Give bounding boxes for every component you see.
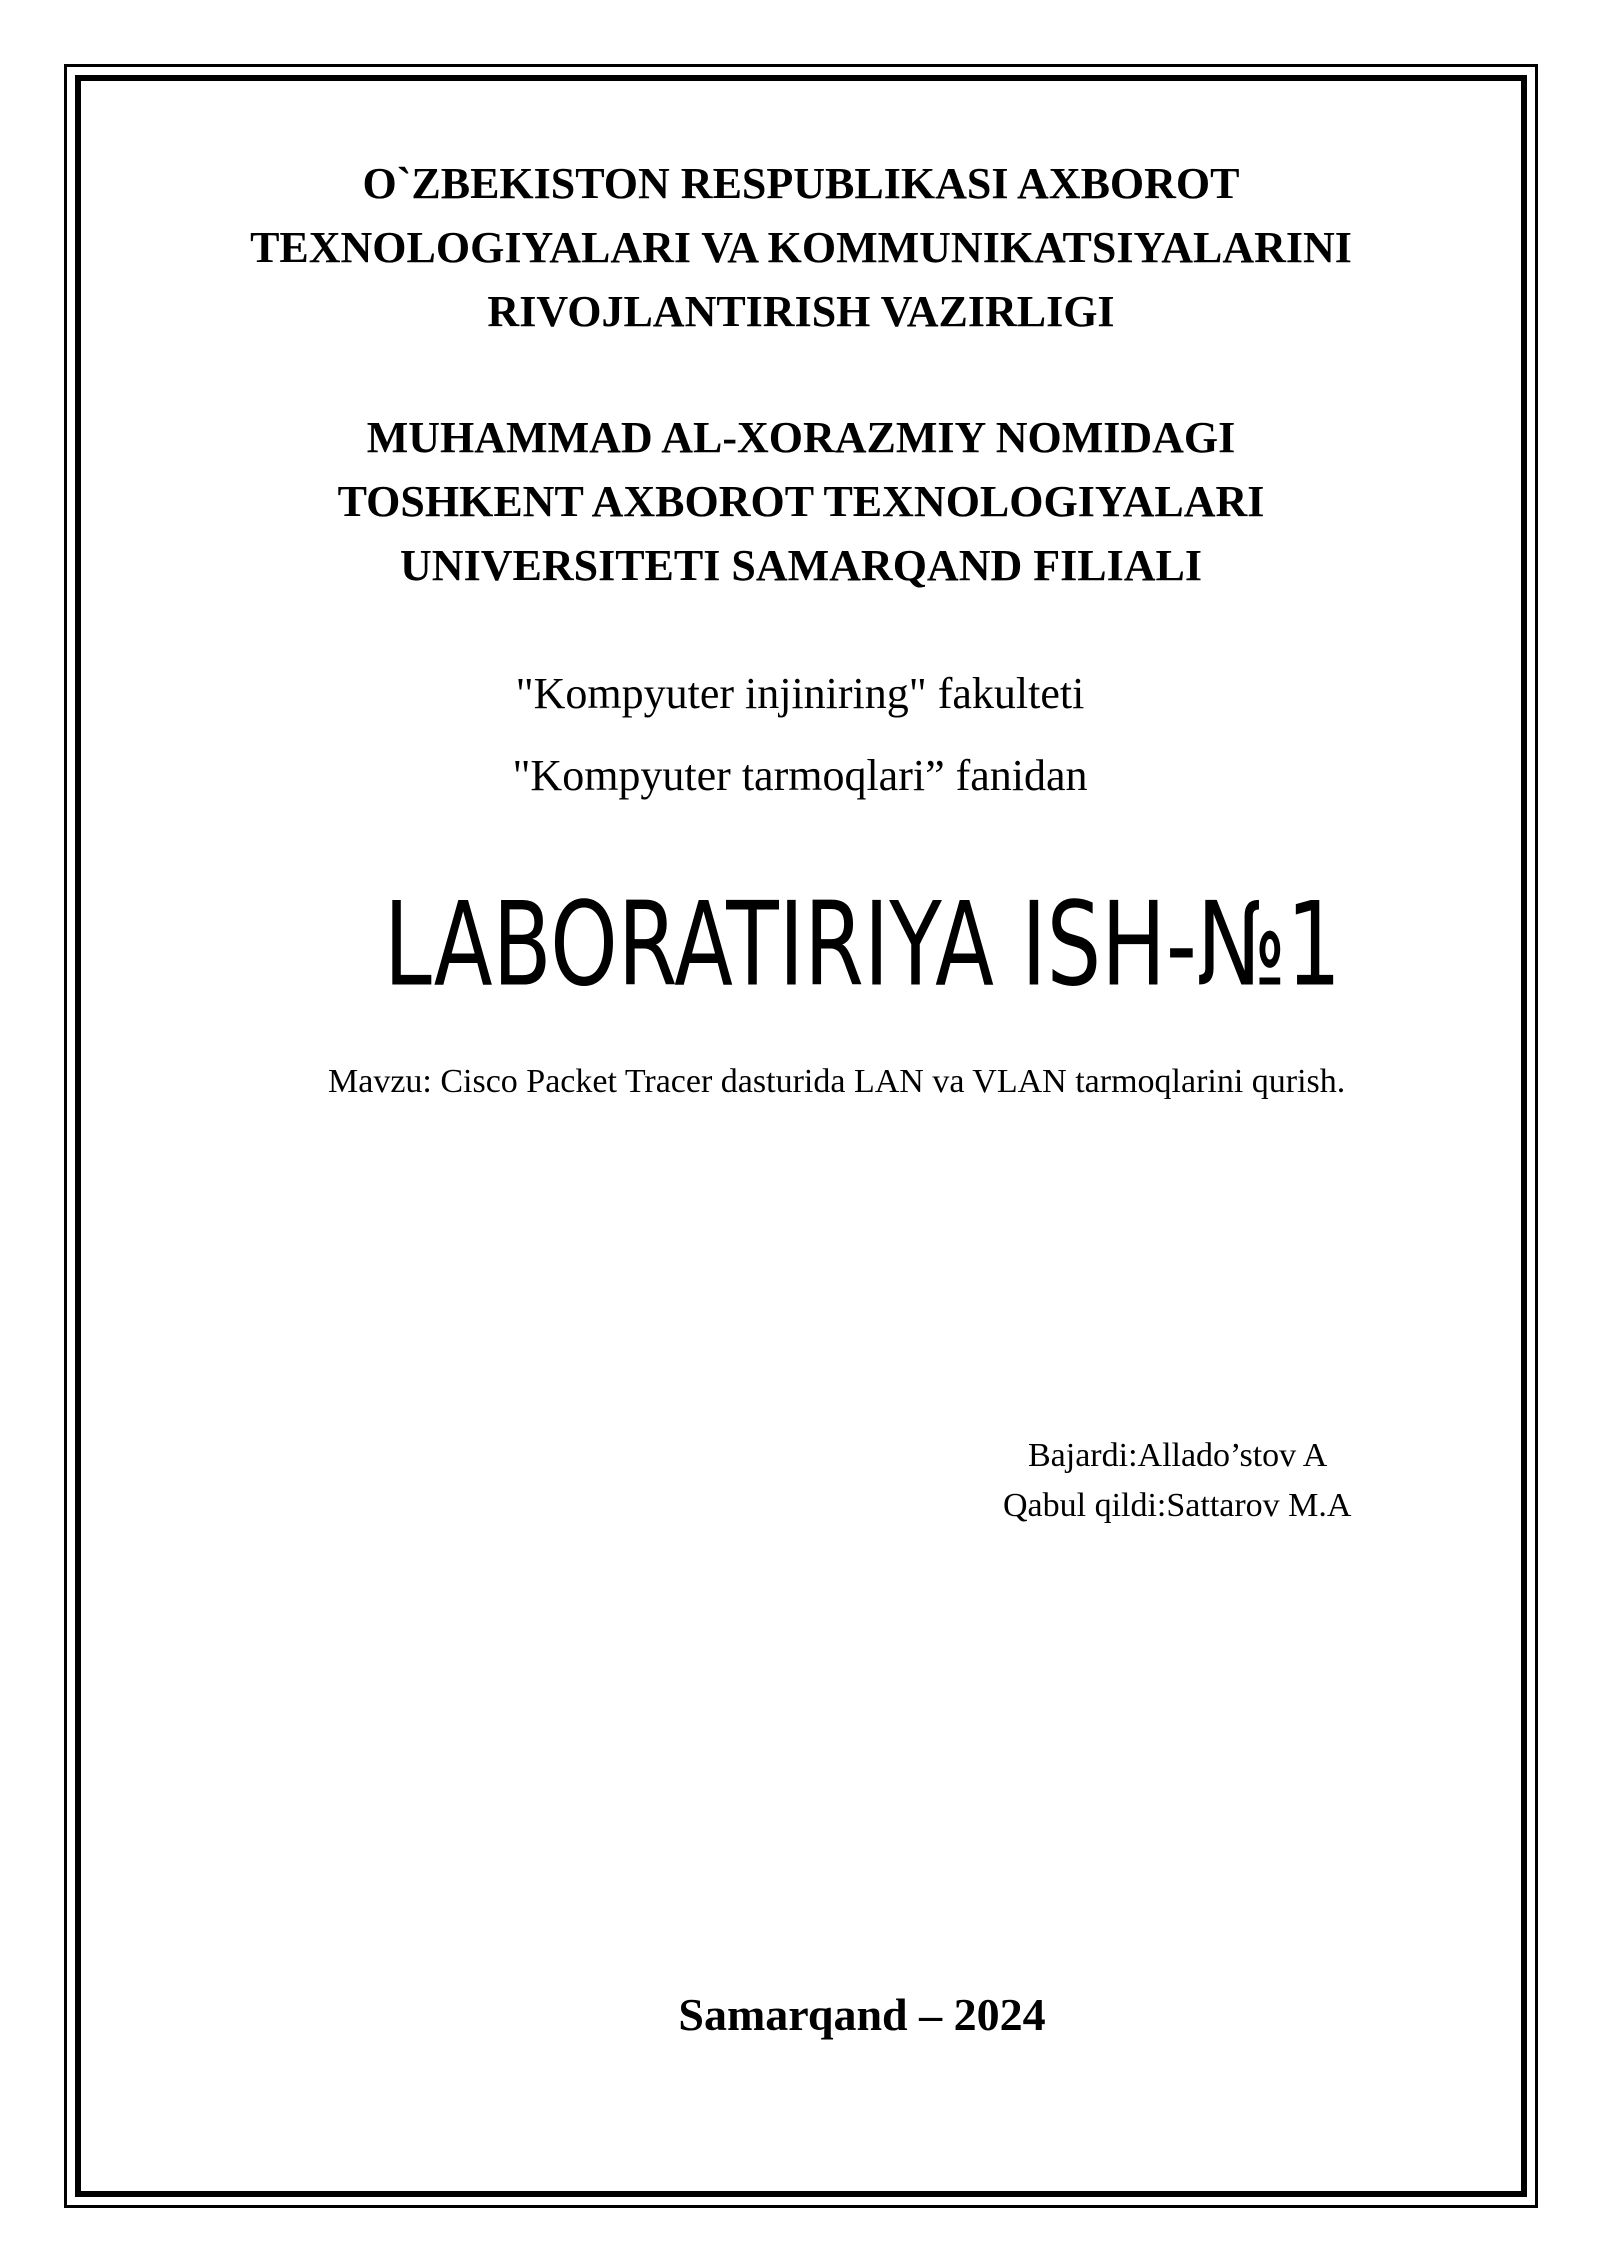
university-line: MUHAMMAD AL-XORAZMIY NOMIDAGI xyxy=(366,413,1236,462)
subject-name: "Kompyuter tarmoqlari” fanidan xyxy=(512,751,1088,800)
topic-line: Mavzu: Cisco Packet Tracer dasturida LAN va VLAN tarmoqlarini qurish. xyxy=(328,1063,1346,1100)
executor-text: Bajardi:Allado’stov A xyxy=(1028,1437,1328,1474)
university-line: TOSHKENT AXBOROT TEXNOLOGIYALARI xyxy=(337,477,1265,526)
document-title xyxy=(0,876,1600,1013)
ministry-heading xyxy=(75,152,1527,344)
city-year-footer: Samarqand – 2024 xyxy=(678,1989,1046,2040)
ministry-line: O`ZBEKISTON RESPUBLIKASI AXBOROT xyxy=(362,159,1240,208)
executor-line xyxy=(1028,1432,1327,1480)
ministry-line: TEXNOLOGIYALARI VA KOMMUNIKATSIYALARINI xyxy=(250,223,1352,272)
faculty-name: "Kompyuter injiniring" fakulteti xyxy=(515,669,1085,718)
document-title-text: LABORATIRIYA ISH-№1 xyxy=(383,876,1341,1013)
receiver-line xyxy=(1003,1482,1351,1530)
page-border-inner xyxy=(75,75,1527,2197)
university-heading xyxy=(75,406,1527,598)
receiver-text: Qabul qildi:Sattarov M.A xyxy=(1003,1487,1352,1524)
ministry-line: RIVOJLANTIRISH VAZIRLIGI xyxy=(487,287,1115,336)
university-line: UNIVERSITETI SAMARQAND FILIALI xyxy=(400,541,1202,590)
